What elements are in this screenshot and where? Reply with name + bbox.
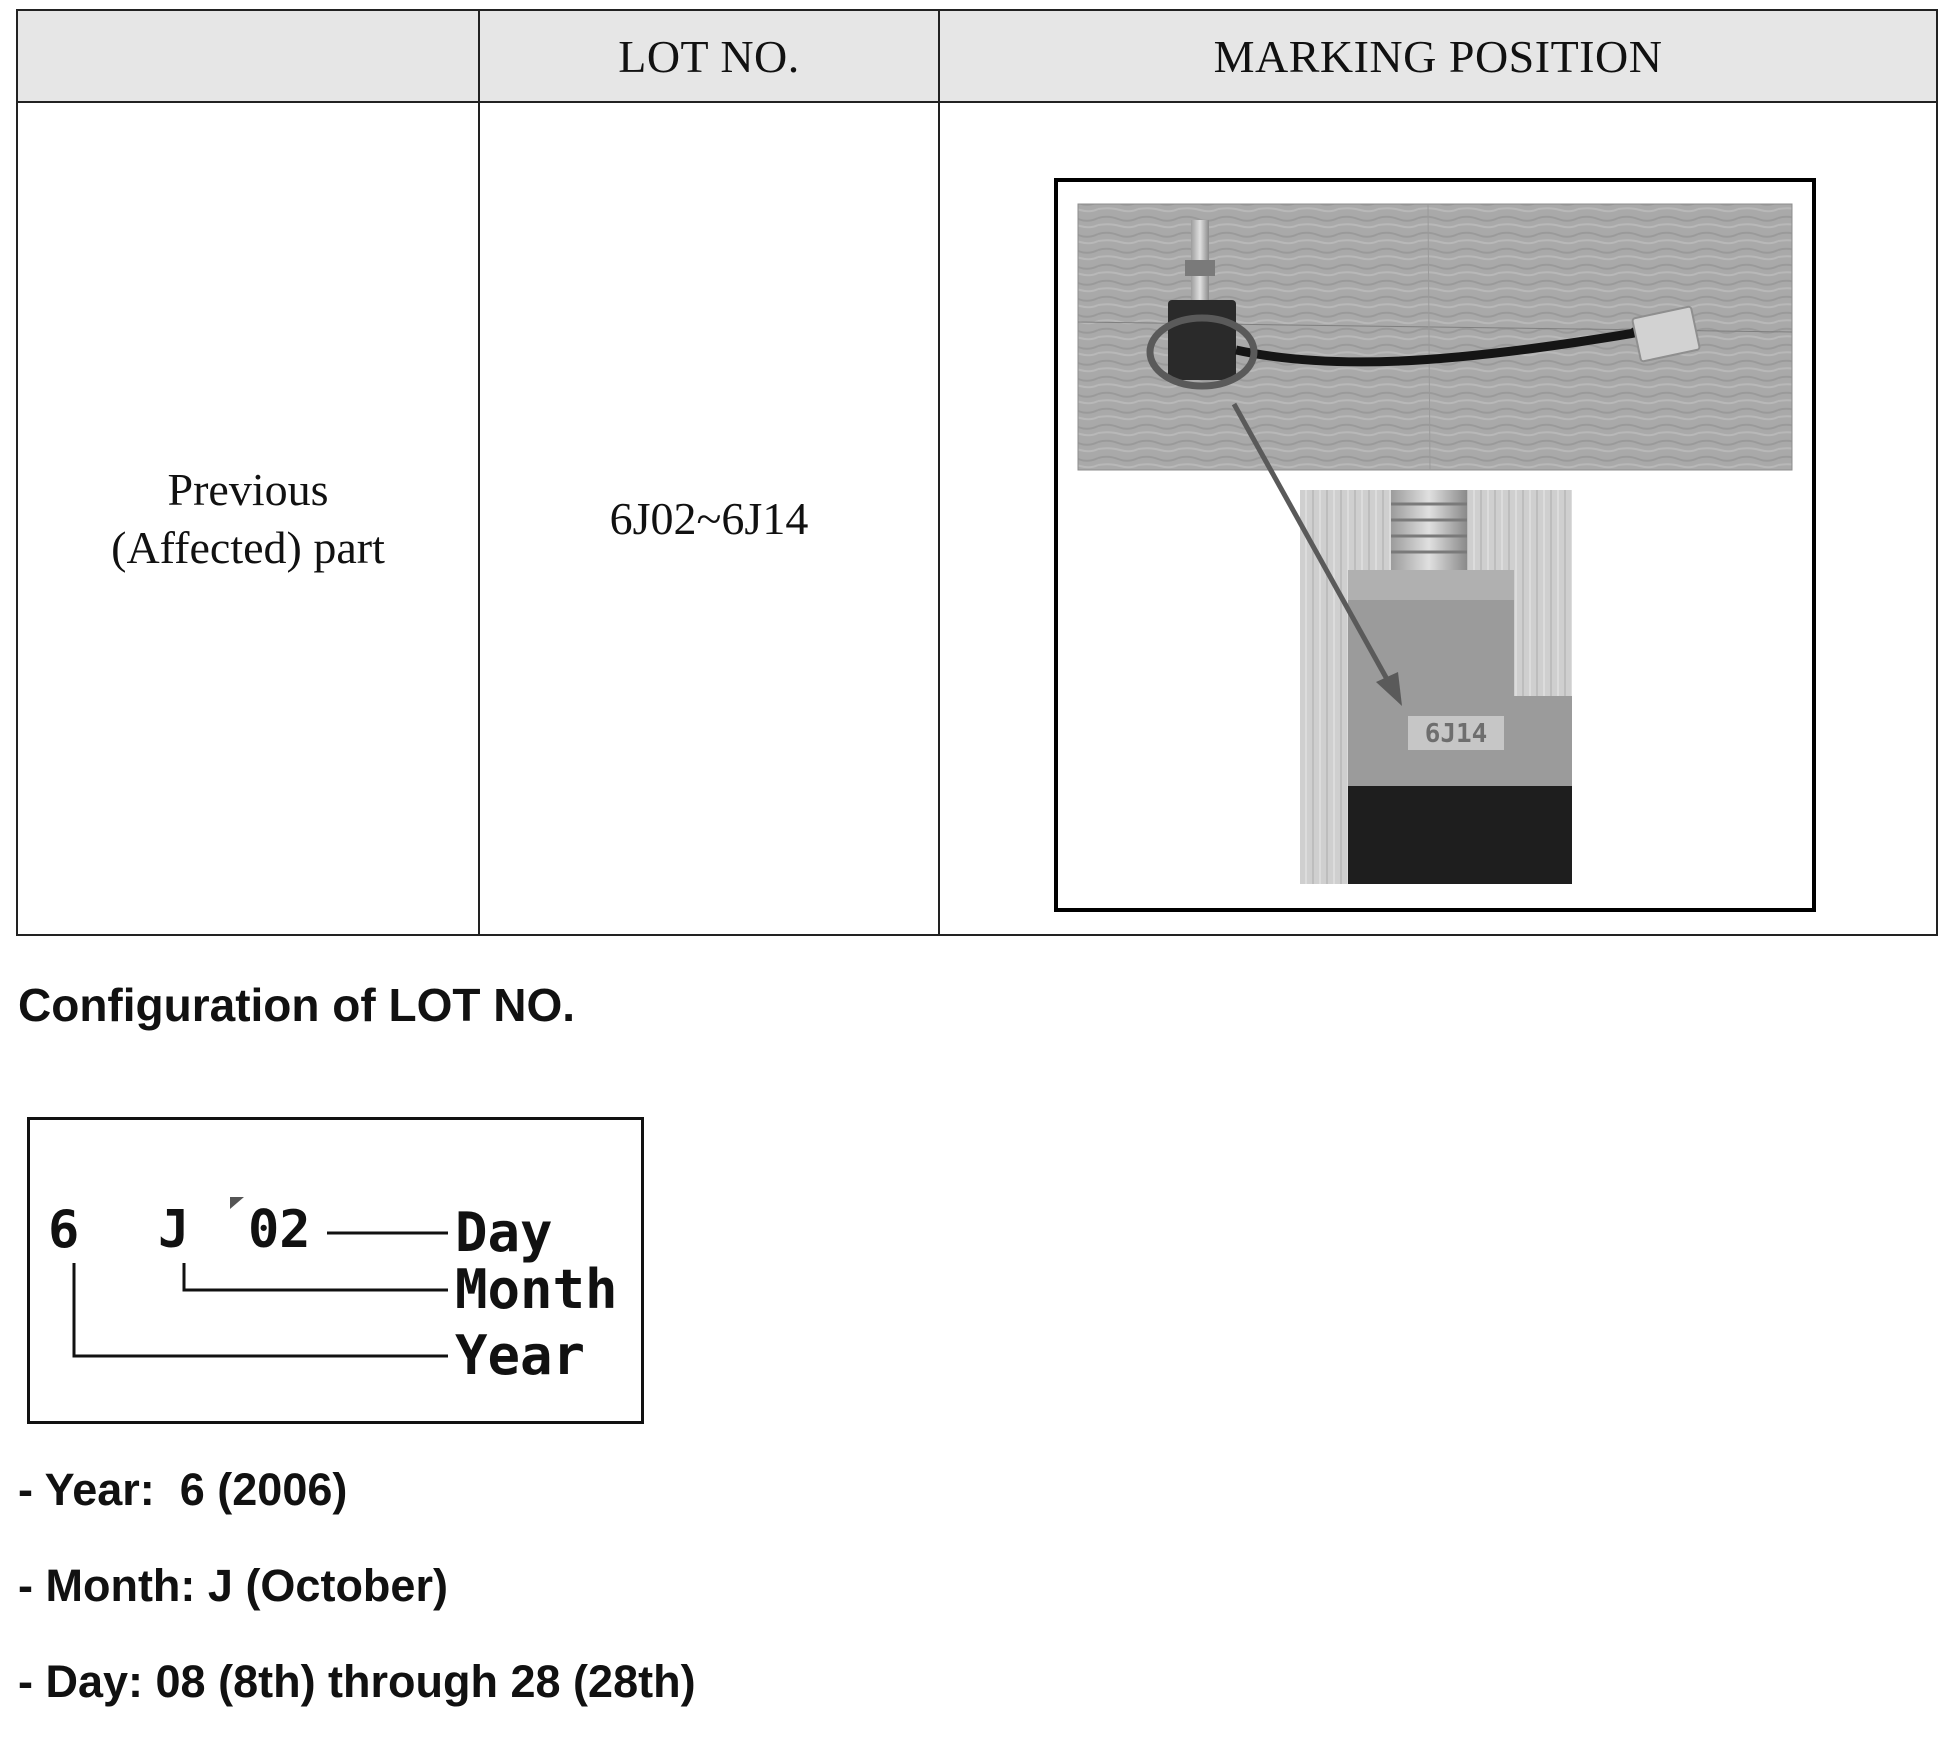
day-explanation: - Day: 08 (8th) through 28 (28th) (18, 1656, 696, 1707)
lot-config-diagram (27, 1117, 644, 1424)
header-marking-position: MARKING POSITION (939, 10, 1937, 102)
part-cell (17, 102, 479, 935)
month-connector (184, 1263, 448, 1290)
month-code: J (158, 1200, 190, 1260)
config-heading: Configuration of LOT NO. (18, 979, 576, 1031)
year-label: Year (455, 1324, 586, 1387)
lot-explanations (18, 1460, 696, 1748)
year-code: 6 (48, 1200, 80, 1260)
lot-config-diagram-svg (30, 1120, 641, 1421)
day-code: 02 (248, 1200, 311, 1260)
marking-closeup-photo (1300, 490, 1572, 884)
header-part (17, 10, 479, 102)
year-explanation: - Year: 6 (2006) (18, 1464, 348, 1515)
month-label: Month (455, 1258, 618, 1321)
marking-code: 6J14 (1424, 719, 1488, 749)
header-lot-no: LOT NO. (479, 10, 939, 102)
marking-photo-frame (1054, 178, 1816, 912)
day-label: Day (455, 1201, 553, 1264)
table-header-row (17, 10, 1937, 102)
switch-overview-photo (1078, 204, 1792, 470)
part-label-line1: Previous (167, 463, 329, 515)
year-connector (74, 1263, 448, 1356)
marking-photo (1058, 182, 1812, 908)
month-explanation: - Month: J (October) (18, 1560, 448, 1611)
cursor-mark (230, 1197, 244, 1209)
part-label-line2: (Affected) part (111, 521, 385, 573)
lot-no-cell: 6J02~6J14 (479, 102, 939, 935)
